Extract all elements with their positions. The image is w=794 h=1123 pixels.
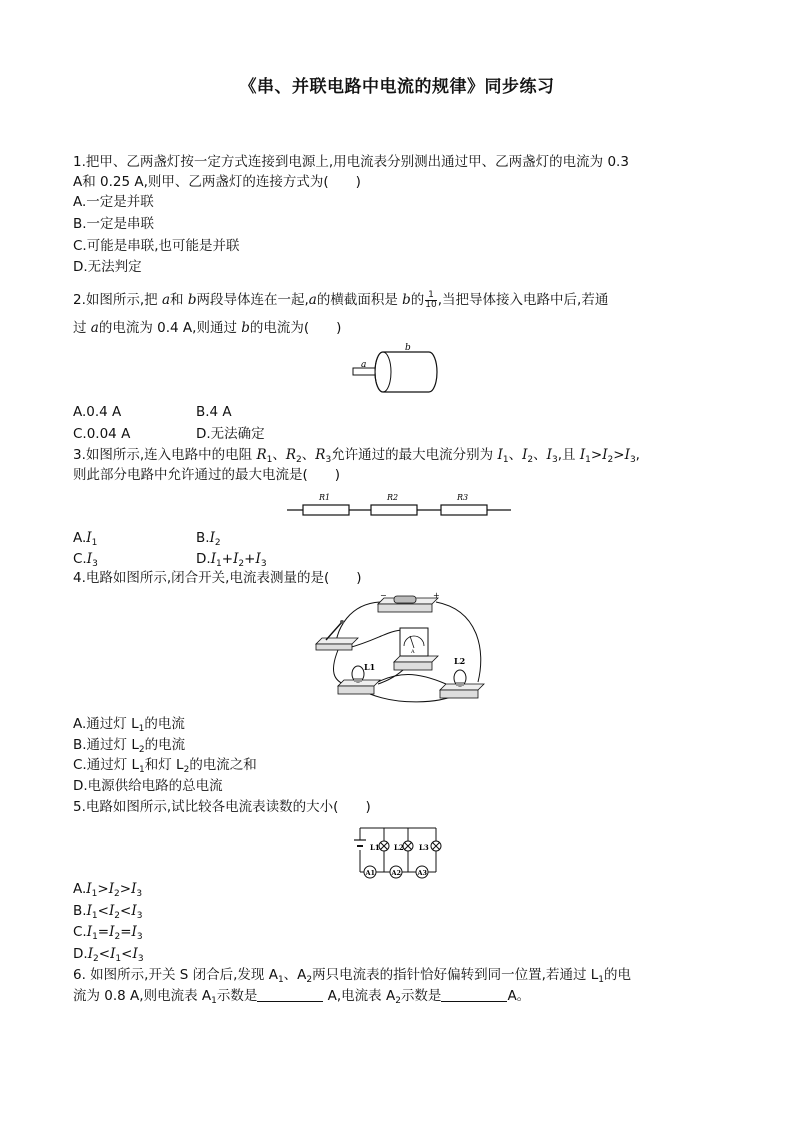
lamp-l3 <box>431 841 441 851</box>
svg-text:A1: A1 <box>365 869 376 877</box>
q4-option-c: C.通过灯 $L_1$和灯 $L_2$的电流之和 <box>73 757 257 775</box>
q5-option-b: $B.I_1<I_2<I_3$ <box>73 903 143 921</box>
lamp-l1 <box>338 662 380 694</box>
svg-text:−: − <box>380 591 387 600</box>
q4-option-d: D.电源供给电路的总电流 <box>73 778 223 794</box>
q2-option-a: A.0.4 A <box>73 404 122 420</box>
conductor-b-cylinder <box>375 352 437 392</box>
lamp-l2 <box>440 656 484 698</box>
q4-option-a: A.通过灯 $L_1$的电流 <box>73 716 185 734</box>
q6-stem-line1: 6. 如图所示,开关 S 闭合后,发现 $A_1$、$A_2$两只电流表的指针恰好偏转到同一位置,若通过 $L_1$的电 <box>73 967 631 985</box>
battery <box>378 591 440 612</box>
label-b: b <box>405 343 411 353</box>
q2-stem-line2: 过 a的电流为 0.4 A,则通过 b的电流为( ) <box>73 320 342 336</box>
label-l2: L2 <box>394 843 404 852</box>
q4-circuit-figure <box>308 590 490 708</box>
answer-blank-a1[interactable] <box>257 987 323 1002</box>
resistor-r2 <box>371 505 417 515</box>
q2-option-c: C.0.04 A <box>73 426 131 442</box>
q5-option-d: $D.I_2<I_1<I_3$ <box>73 946 144 964</box>
q3-option-a: $A.I_1$ <box>73 530 98 548</box>
q1-option-d: D.无法判定 <box>73 259 142 275</box>
svg-text:A3: A3 <box>417 869 428 877</box>
lamp-l2 <box>403 841 413 851</box>
answer-blank-a2[interactable] <box>441 987 507 1002</box>
switch <box>316 620 358 650</box>
q3-option-d: $D.I_1+I_2+I_3$ <box>196 551 267 569</box>
svg-text:+: + <box>433 591 440 600</box>
q3-option-c: $C.I_3$ <box>73 551 98 569</box>
page-title: 《串、并联电路中电流的规律》同步练习 <box>239 77 555 97</box>
label-r2: R2 <box>387 493 399 502</box>
label-r1: R1 <box>319 493 331 502</box>
ammeter <box>394 628 438 670</box>
resistor-r3 <box>441 505 487 515</box>
q3-stem-line2: 则此部分电路中允许通过的最大电流是( ) <box>73 467 341 483</box>
label-r3: R3 <box>457 493 469 502</box>
label-a: a <box>361 360 367 370</box>
q2-option-b: B.4 A <box>196 404 232 420</box>
q4-option-b: B.通过灯 $L_2$的电流 <box>73 737 186 755</box>
q5-option-a: $A.I_1>I_2>I_3$ <box>73 881 143 899</box>
q2-option-d: D.无法确定 <box>196 426 265 442</box>
q3-stem-line1: 3.如图所示,连入电路中的电阻 $R_1$、$R_2$、$R_3$允许通过的最大电流分别为 $I_1$、$I_2$、$I_3$,且 $I_1>I_2>I_3$, <box>73 447 640 465</box>
q5-circuit-figure <box>350 822 446 880</box>
svg-text:A2: A2 <box>391 869 402 877</box>
label-l1: L1 <box>370 843 380 852</box>
q3-option-b: $B.I_2$ <box>196 530 221 548</box>
ammeter-a1 <box>364 866 376 878</box>
ammeter-a3 <box>416 866 428 878</box>
q1-stem-line2: A和 0.25 A,则甲、乙两盏灯的连接方式为( ) <box>73 174 361 190</box>
ammeter-a2 <box>390 866 402 878</box>
q2-stem-line1: 2.如图所示,把 a和 b两段导体连在一起,a的横截面积是 b的 $\frac{1}{10}$ ,当把导体接入电路中后,若通 <box>73 289 609 310</box>
q5-option-c: $C.I_1=I_2=I_3$ <box>73 924 143 942</box>
label-l3: L3 <box>419 843 429 852</box>
q1-option-c: C.可能是串联,也可能是并联 <box>73 238 240 254</box>
q4-stem: 4.电路如图所示,闭合开关,电流表测量的是( ) <box>73 570 362 586</box>
q1-option-a: A.一定是并联 <box>73 194 154 210</box>
fraction-one-tenth: $\frac{1}{10}$ <box>425 289 437 310</box>
q2-conductor-figure <box>345 342 445 398</box>
label-l1: L1 <box>364 662 376 672</box>
q1-option-b: B.一定是串联 <box>73 216 155 232</box>
q6-stem-line2: 流为 0.8 A,则电流表 $A_1$示数是 A,电流表 $A_2$示数是 A。 <box>73 988 531 1006</box>
svg-text:A: A <box>411 649 415 655</box>
q1-stem-line1: 1.把甲、乙两盏灯按一定方式连接到电源上,用电流表分别测出通过甲、乙两盏灯的电流为 0.3 <box>73 154 629 170</box>
resistor-r1 <box>303 505 349 515</box>
label-l2: L2 <box>454 656 466 666</box>
q3-resistor-figure <box>285 488 513 522</box>
lamp-l1 <box>379 841 389 851</box>
q5-stem: 5.电路如图所示,试比较各电流表读数的大小( ) <box>73 799 371 815</box>
